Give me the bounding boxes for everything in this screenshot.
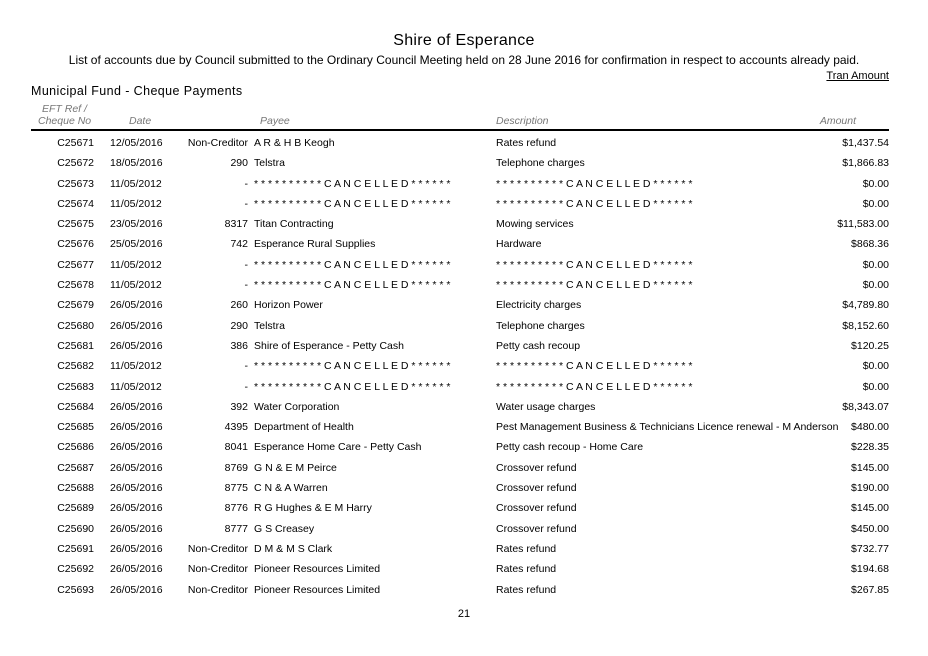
date-cell: 11/05/2012 (110, 279, 162, 292)
creditor-no-cell: - (244, 258, 248, 271)
payee-cell: * * * * * * * * * * C A N C E L L E D * * * * * * (254, 360, 451, 373)
table-row (0, 559, 928, 579)
table-row (0, 377, 928, 397)
creditor-no-cell: 392 (230, 400, 248, 413)
column-header-date: Date (129, 115, 152, 127)
cheque-no-cell: C25690 (57, 522, 94, 535)
table-row (0, 437, 928, 457)
payee-cell: Horizon Power (254, 299, 323, 312)
description-cell: Mowing services (496, 218, 574, 231)
payee-cell: Pioneer Resources Limited (254, 583, 381, 596)
cheque-no-cell: C25682 (57, 360, 94, 373)
column-header-description: Description (496, 115, 549, 127)
creditor-no-cell: - (244, 279, 248, 292)
creditor-no-cell: Non-Creditor (187, 583, 248, 596)
creditor-no-cell: 290 (230, 157, 248, 170)
amount-cell: $1,437.54 (842, 137, 889, 149)
amount-cell: $4,789.80 (842, 299, 889, 312)
cheque-no-cell: C25686 (57, 441, 94, 454)
amount-cell: $1,866.83 (842, 157, 889, 170)
description-cell: Rates refund (496, 542, 557, 555)
page-title: Shire of Esperance (393, 32, 535, 49)
payee-cell: * * * * * * * * * * C A N C E L L E D * * * * * * (254, 197, 451, 210)
amount-cell: $11,583.00 (837, 218, 889, 231)
date-cell: 26/05/2016 (110, 299, 163, 312)
cheque-no-cell: C25674 (57, 197, 94, 210)
payee-cell: Esperance Home Care - Petty Cash (254, 441, 422, 454)
description-cell: Rates refund (496, 583, 557, 596)
description-cell: Rates refund (496, 137, 557, 149)
amount-cell: $190.00 (851, 482, 889, 495)
table-row (0, 580, 928, 600)
creditor-no-cell: 8041 (224, 441, 248, 454)
date-cell: 26/05/2016 (110, 441, 163, 454)
amount-cell: $480.00 (851, 421, 889, 434)
creditor-no-cell: 8777 (224, 522, 248, 535)
cheque-no-cell: C25679 (57, 299, 94, 312)
amount-cell: $0.00 (862, 177, 889, 190)
date-cell: 26/05/2016 (110, 400, 163, 413)
header-divider (31, 129, 889, 131)
creditor-no-cell: 260 (230, 299, 248, 312)
table-row (0, 539, 928, 559)
creditor-no-cell: Non-Creditor (187, 137, 248, 149)
tran-amount-label: Tran Amount (826, 70, 889, 82)
payee-cell: A R & H B Keogh (254, 137, 335, 149)
table-row (0, 316, 928, 336)
creditor-no-cell: 742 (230, 238, 248, 251)
table-row (0, 295, 928, 315)
cheque-no-cell: C25673 (57, 177, 94, 190)
date-cell: 25/05/2016 (110, 238, 163, 251)
cheque-no-cell: C25689 (57, 502, 94, 515)
creditor-no-cell: - (244, 197, 248, 210)
date-cell: 26/05/2016 (110, 421, 163, 434)
creditor-no-cell: Non-Creditor (187, 563, 248, 576)
amount-cell: $732.77 (851, 542, 889, 555)
table-row (0, 498, 928, 518)
description-cell: Crossover refund (496, 522, 577, 535)
date-cell: 23/05/2016 (110, 218, 163, 231)
date-cell: 11/05/2012 (110, 360, 162, 373)
date-cell: 26/05/2016 (110, 319, 163, 332)
payee-cell: Shire of Esperance - Petty Cash (254, 339, 404, 352)
payee-cell: * * * * * * * * * * C A N C E L L E D * * * * * * (254, 279, 451, 292)
amount-cell: $0.00 (862, 258, 889, 271)
creditor-no-cell: - (244, 177, 248, 190)
creditor-no-cell: - (244, 380, 248, 393)
page-subtitle: List of accounts due by Council submitted to the Ordinary Council Meeting held on 28 June 2016 for confirmation in respect to accounts already paid. (68, 53, 860, 67)
payee-cell: C N & A Warren (254, 482, 328, 495)
description-cell: * * * * * * * * * * C A N C E L L E D * * * * * * (496, 380, 693, 393)
creditor-no-cell: Non-Creditor (187, 542, 248, 555)
cheque-no-cell: C25692 (57, 563, 94, 576)
table-row (0, 194, 928, 214)
amount-cell: $267.85 (851, 583, 889, 596)
date-cell: 26/05/2016 (110, 522, 163, 535)
table-row (0, 174, 928, 194)
payee-cell: R G Hughes & E M Harry (254, 502, 372, 515)
date-cell: 26/05/2016 (110, 563, 163, 576)
fund-heading: Municipal Fund - Cheque Payments (31, 84, 243, 98)
amount-cell: $0.00 (862, 360, 889, 373)
table-row (0, 356, 928, 376)
amount-cell: $228.35 (851, 441, 889, 454)
table-row (0, 458, 928, 478)
payee-cell: * * * * * * * * * * C A N C E L L E D * * * * * * (254, 380, 451, 393)
date-cell: 11/05/2012 (110, 197, 162, 210)
cheque-no-cell: C25687 (57, 461, 94, 474)
description-cell: Crossover refund (496, 482, 577, 495)
creditor-no-cell: 8775 (224, 482, 248, 495)
cheque-no-cell: C25685 (57, 421, 94, 434)
payee-cell: Department of Health (254, 421, 354, 434)
date-cell: 12/05/2016 (110, 137, 163, 149)
creditor-no-cell: 4395 (224, 421, 248, 434)
table-row (0, 478, 928, 498)
amount-cell: $145.00 (851, 502, 889, 515)
payee-cell: D M & M S Clark (254, 542, 333, 555)
creditor-no-cell: 8769 (224, 461, 248, 474)
description-cell: Telephone charges (496, 157, 585, 170)
date-cell: 18/05/2016 (110, 157, 163, 170)
payee-cell: Telstra (254, 319, 285, 332)
cheque-no-cell: C25691 (57, 542, 94, 555)
table-row (0, 275, 928, 295)
description-cell: * * * * * * * * * * C A N C E L L E D * * * * * * (496, 360, 693, 373)
payee-cell: Titan Contracting (254, 218, 334, 231)
cheque-no-cell: C25678 (57, 279, 94, 292)
date-cell: 11/05/2012 (110, 177, 162, 190)
amount-cell: $120.25 (851, 339, 889, 352)
amount-cell: $0.00 (862, 380, 889, 393)
cheque-no-cell: C25672 (57, 157, 94, 170)
creditor-no-cell: 290 (230, 319, 248, 332)
description-cell: Water usage charges (496, 400, 596, 413)
cheque-no-cell: C25681 (57, 339, 94, 352)
description-cell: Crossover refund (496, 502, 577, 515)
payments-table (0, 133, 928, 600)
description-cell: Petty cash recoup - Home Care (496, 441, 644, 454)
payee-cell: G S Creasey (254, 522, 315, 535)
date-cell: 11/05/2012 (110, 380, 162, 393)
creditor-no-cell: 386 (230, 339, 248, 352)
table-row (0, 397, 928, 417)
date-cell: 26/05/2016 (110, 583, 163, 596)
description-cell: Telephone charges (496, 319, 585, 332)
description-cell: Rates refund (496, 563, 557, 576)
table-row (0, 519, 928, 539)
description-cell: * * * * * * * * * * C A N C E L L E D * * * * * * (496, 177, 693, 190)
amount-cell: $0.00 (862, 279, 889, 292)
description-cell: * * * * * * * * * * C A N C E L L E D * * * * * * (496, 197, 693, 210)
amount-cell: $194.68 (851, 563, 889, 576)
amount-cell: $145.00 (851, 461, 889, 474)
date-cell: 26/05/2016 (110, 502, 163, 515)
description-cell: Pest Management Business & Technicians Licence renewal - M Anderson (496, 421, 839, 434)
date-cell: 26/05/2016 (110, 461, 163, 474)
cheque-no-cell: C25683 (57, 380, 94, 393)
amount-cell: $0.00 (862, 197, 889, 210)
description-cell: Crossover refund (496, 461, 577, 474)
description-cell: * * * * * * * * * * C A N C E L L E D * * * * * * (496, 279, 693, 292)
table-row (0, 133, 928, 153)
table-row (0, 153, 928, 173)
amount-cell: $868.36 (851, 238, 889, 251)
creditor-no-cell: 8317 (224, 218, 248, 231)
description-cell: Electricity charges (496, 299, 582, 312)
table-row (0, 255, 928, 275)
amount-cell: $450.00 (851, 522, 889, 535)
payee-cell: * * * * * * * * * * C A N C E L L E D * * * * * * (254, 177, 451, 190)
payee-cell: Pioneer Resources Limited (254, 563, 381, 576)
column-header-amount: Amount (819, 115, 856, 127)
amount-cell: $8,343.07 (842, 400, 889, 413)
payee-cell: Water Corporation (254, 400, 340, 413)
creditor-no-cell: 8776 (224, 502, 248, 515)
description-cell: Hardware (496, 238, 542, 251)
amount-cell: $8,152.60 (842, 319, 889, 332)
column-header-payee: Payee (260, 115, 290, 127)
cheque-no-cell: C25677 (57, 258, 94, 271)
cheque-no-cell: C25684 (57, 400, 94, 413)
cheque-no-cell: C25675 (57, 218, 94, 231)
description-cell: Petty cash recoup (496, 339, 581, 352)
payee-cell: G N & E M Peirce (254, 461, 337, 474)
creditor-no-cell: - (244, 360, 248, 373)
description-cell: * * * * * * * * * * C A N C E L L E D * * * * * * (496, 258, 693, 271)
table-row (0, 417, 928, 437)
cheque-no-cell: C25688 (57, 482, 94, 495)
cheque-no-cell: C25680 (57, 319, 94, 332)
page-number: 21 (457, 608, 471, 620)
payee-cell: Esperance Rural Supplies (254, 238, 376, 251)
column-header-eft-ref: EFT Ref / (42, 103, 87, 115)
date-cell: 11/05/2012 (110, 258, 162, 271)
date-cell: 26/05/2016 (110, 339, 163, 352)
column-header-cheque-no: Cheque No (38, 115, 92, 127)
table-row (0, 336, 928, 356)
payee-cell: Telstra (254, 157, 285, 170)
date-cell: 26/05/2016 (110, 482, 163, 495)
date-cell: 26/05/2016 (110, 542, 163, 555)
cheque-no-cell: C25676 (57, 238, 94, 251)
cheque-no-cell: C25693 (57, 583, 94, 596)
cheque-no-cell: C25671 (57, 137, 94, 149)
table-row (0, 234, 928, 254)
table-row (0, 214, 928, 234)
payee-cell: * * * * * * * * * * C A N C E L L E D * * * * * * (254, 258, 451, 271)
